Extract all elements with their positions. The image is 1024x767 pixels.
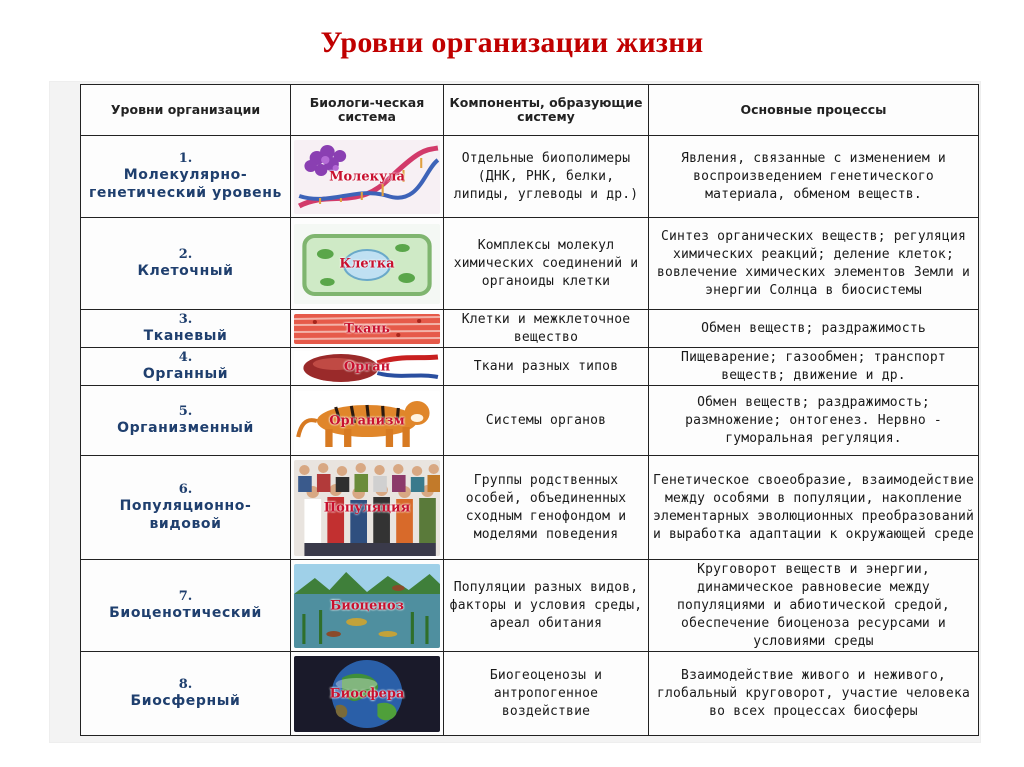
components-cell: Популяции разных видов, факторы и условия среды, ареал обитания bbox=[444, 560, 649, 652]
table-row bbox=[81, 456, 979, 560]
molecule-picture bbox=[294, 140, 440, 214]
components-cell: Группы родственных особей, объединенных сходным генофондом и моделями поведения bbox=[444, 456, 649, 560]
cell-picture bbox=[294, 224, 440, 304]
level-number: 6. bbox=[178, 482, 193, 497]
system-cell bbox=[291, 136, 444, 218]
table-header-row bbox=[81, 85, 979, 136]
header-processes: Основные процессы bbox=[649, 85, 979, 136]
header-level: Уровни организации bbox=[81, 85, 291, 136]
level-name: Биосферный bbox=[130, 693, 241, 709]
level-name: Клеточный bbox=[137, 263, 234, 279]
organ-picture bbox=[294, 351, 440, 383]
level-cell bbox=[81, 560, 291, 652]
table-row bbox=[81, 560, 979, 652]
components-cell: Комплексы молекул химических соединений и органоиды клетки bbox=[444, 218, 649, 310]
level-name: Популяционно-видовой bbox=[119, 498, 252, 532]
components-cell: Системы органов bbox=[444, 386, 649, 456]
processes-cell: Круговорот веществ и энергии, динамическое равновесие между популяциями и абиотической средой, обеспечение биоценоза ресурсами и условиями среды bbox=[649, 560, 979, 652]
level-cell bbox=[81, 652, 291, 736]
picture-label: Биоценоз bbox=[330, 598, 404, 613]
ecosystem-picture bbox=[294, 564, 440, 648]
components-cell: Ткани разных типов bbox=[444, 348, 649, 386]
level-name: Молекулярно-генетический уровень bbox=[89, 167, 282, 201]
processes-cell: Пищеварение; газообмен; транспорт веществ; движение и др. bbox=[649, 348, 979, 386]
header-system: Биологи-ческая система bbox=[291, 85, 444, 136]
processes-cell: Взаимодействие живого и неживого, глобальный круговорот, участие человека во всех процессах биосферы bbox=[649, 652, 979, 736]
earth-picture bbox=[294, 656, 440, 732]
table-row bbox=[81, 348, 979, 386]
level-cell bbox=[81, 386, 291, 456]
system-cell bbox=[291, 348, 444, 386]
picture-label: Организм bbox=[329, 413, 405, 428]
levels-table bbox=[80, 84, 979, 736]
level-name: Организменный bbox=[117, 420, 254, 436]
header-components: Компоненты, образующие систему bbox=[444, 85, 649, 136]
system-cell bbox=[291, 456, 444, 560]
table-row bbox=[81, 386, 979, 456]
system-cell bbox=[291, 386, 444, 456]
page-title: Уровни организации жизни bbox=[320, 26, 704, 59]
level-cell bbox=[81, 218, 291, 310]
crowd-picture bbox=[294, 460, 440, 556]
level-number: 8. bbox=[178, 677, 193, 692]
level-number: 1. bbox=[178, 151, 193, 166]
picture-label: Клетка bbox=[339, 256, 395, 271]
processes-cell: Генетическое своеобразие, взаимодействие между особями в популяции, накопление элементарных эволюционных преобразований и выработка адаптации к окружающей среде bbox=[649, 456, 979, 560]
tissue-picture bbox=[294, 314, 440, 344]
level-name: Тканевый bbox=[143, 328, 228, 344]
system-cell bbox=[291, 652, 444, 736]
picture-label: Биосфера bbox=[329, 686, 405, 701]
tiger-picture bbox=[294, 391, 440, 451]
level-cell bbox=[81, 310, 291, 348]
system-cell bbox=[291, 310, 444, 348]
level-cell bbox=[81, 348, 291, 386]
level-cell bbox=[81, 136, 291, 218]
level-number: 2. bbox=[178, 247, 193, 262]
level-number: 5. bbox=[178, 404, 193, 419]
table-row bbox=[81, 218, 979, 310]
picture-label: Ткань bbox=[344, 321, 390, 336]
processes-cell: Обмен веществ; раздражимость; размножение; онтогенез. Нервно - гуморальная регуляция. bbox=[649, 386, 979, 456]
picture-label: Орган bbox=[343, 359, 391, 374]
picture-label: Молекула bbox=[329, 169, 405, 184]
components-cell: Биогеоценозы и антропогенное воздействие bbox=[444, 652, 649, 736]
level-cell bbox=[81, 456, 291, 560]
system-cell bbox=[291, 218, 444, 310]
table-row bbox=[81, 652, 979, 736]
system-cell bbox=[291, 560, 444, 652]
processes-cell: Обмен веществ; раздражимость bbox=[649, 310, 979, 348]
processes-cell: Явления, связанные с изменением и воспроизведением генетического материала, обменом веществ. bbox=[649, 136, 979, 218]
components-cell: Клетки и межклеточное вещество bbox=[444, 310, 649, 348]
components-cell: Отдельные биополимеры (ДНК, РНК, белки, липиды, углеводы и др.) bbox=[444, 136, 649, 218]
picture-label: Популяция bbox=[323, 500, 411, 515]
processes-cell: Синтез органических веществ; регуляция химических реакций; деление клеток; вовлечение химических элементов Земли и энергии Солнца в биосистемы bbox=[649, 218, 979, 310]
level-number: 4. bbox=[178, 350, 193, 365]
level-name: Биоценотический bbox=[109, 605, 262, 621]
table-row bbox=[81, 136, 979, 218]
level-name: Органный bbox=[142, 366, 229, 382]
level-number: 7. bbox=[178, 589, 193, 604]
table-row bbox=[81, 310, 979, 348]
level-number: 3. bbox=[178, 312, 193, 327]
